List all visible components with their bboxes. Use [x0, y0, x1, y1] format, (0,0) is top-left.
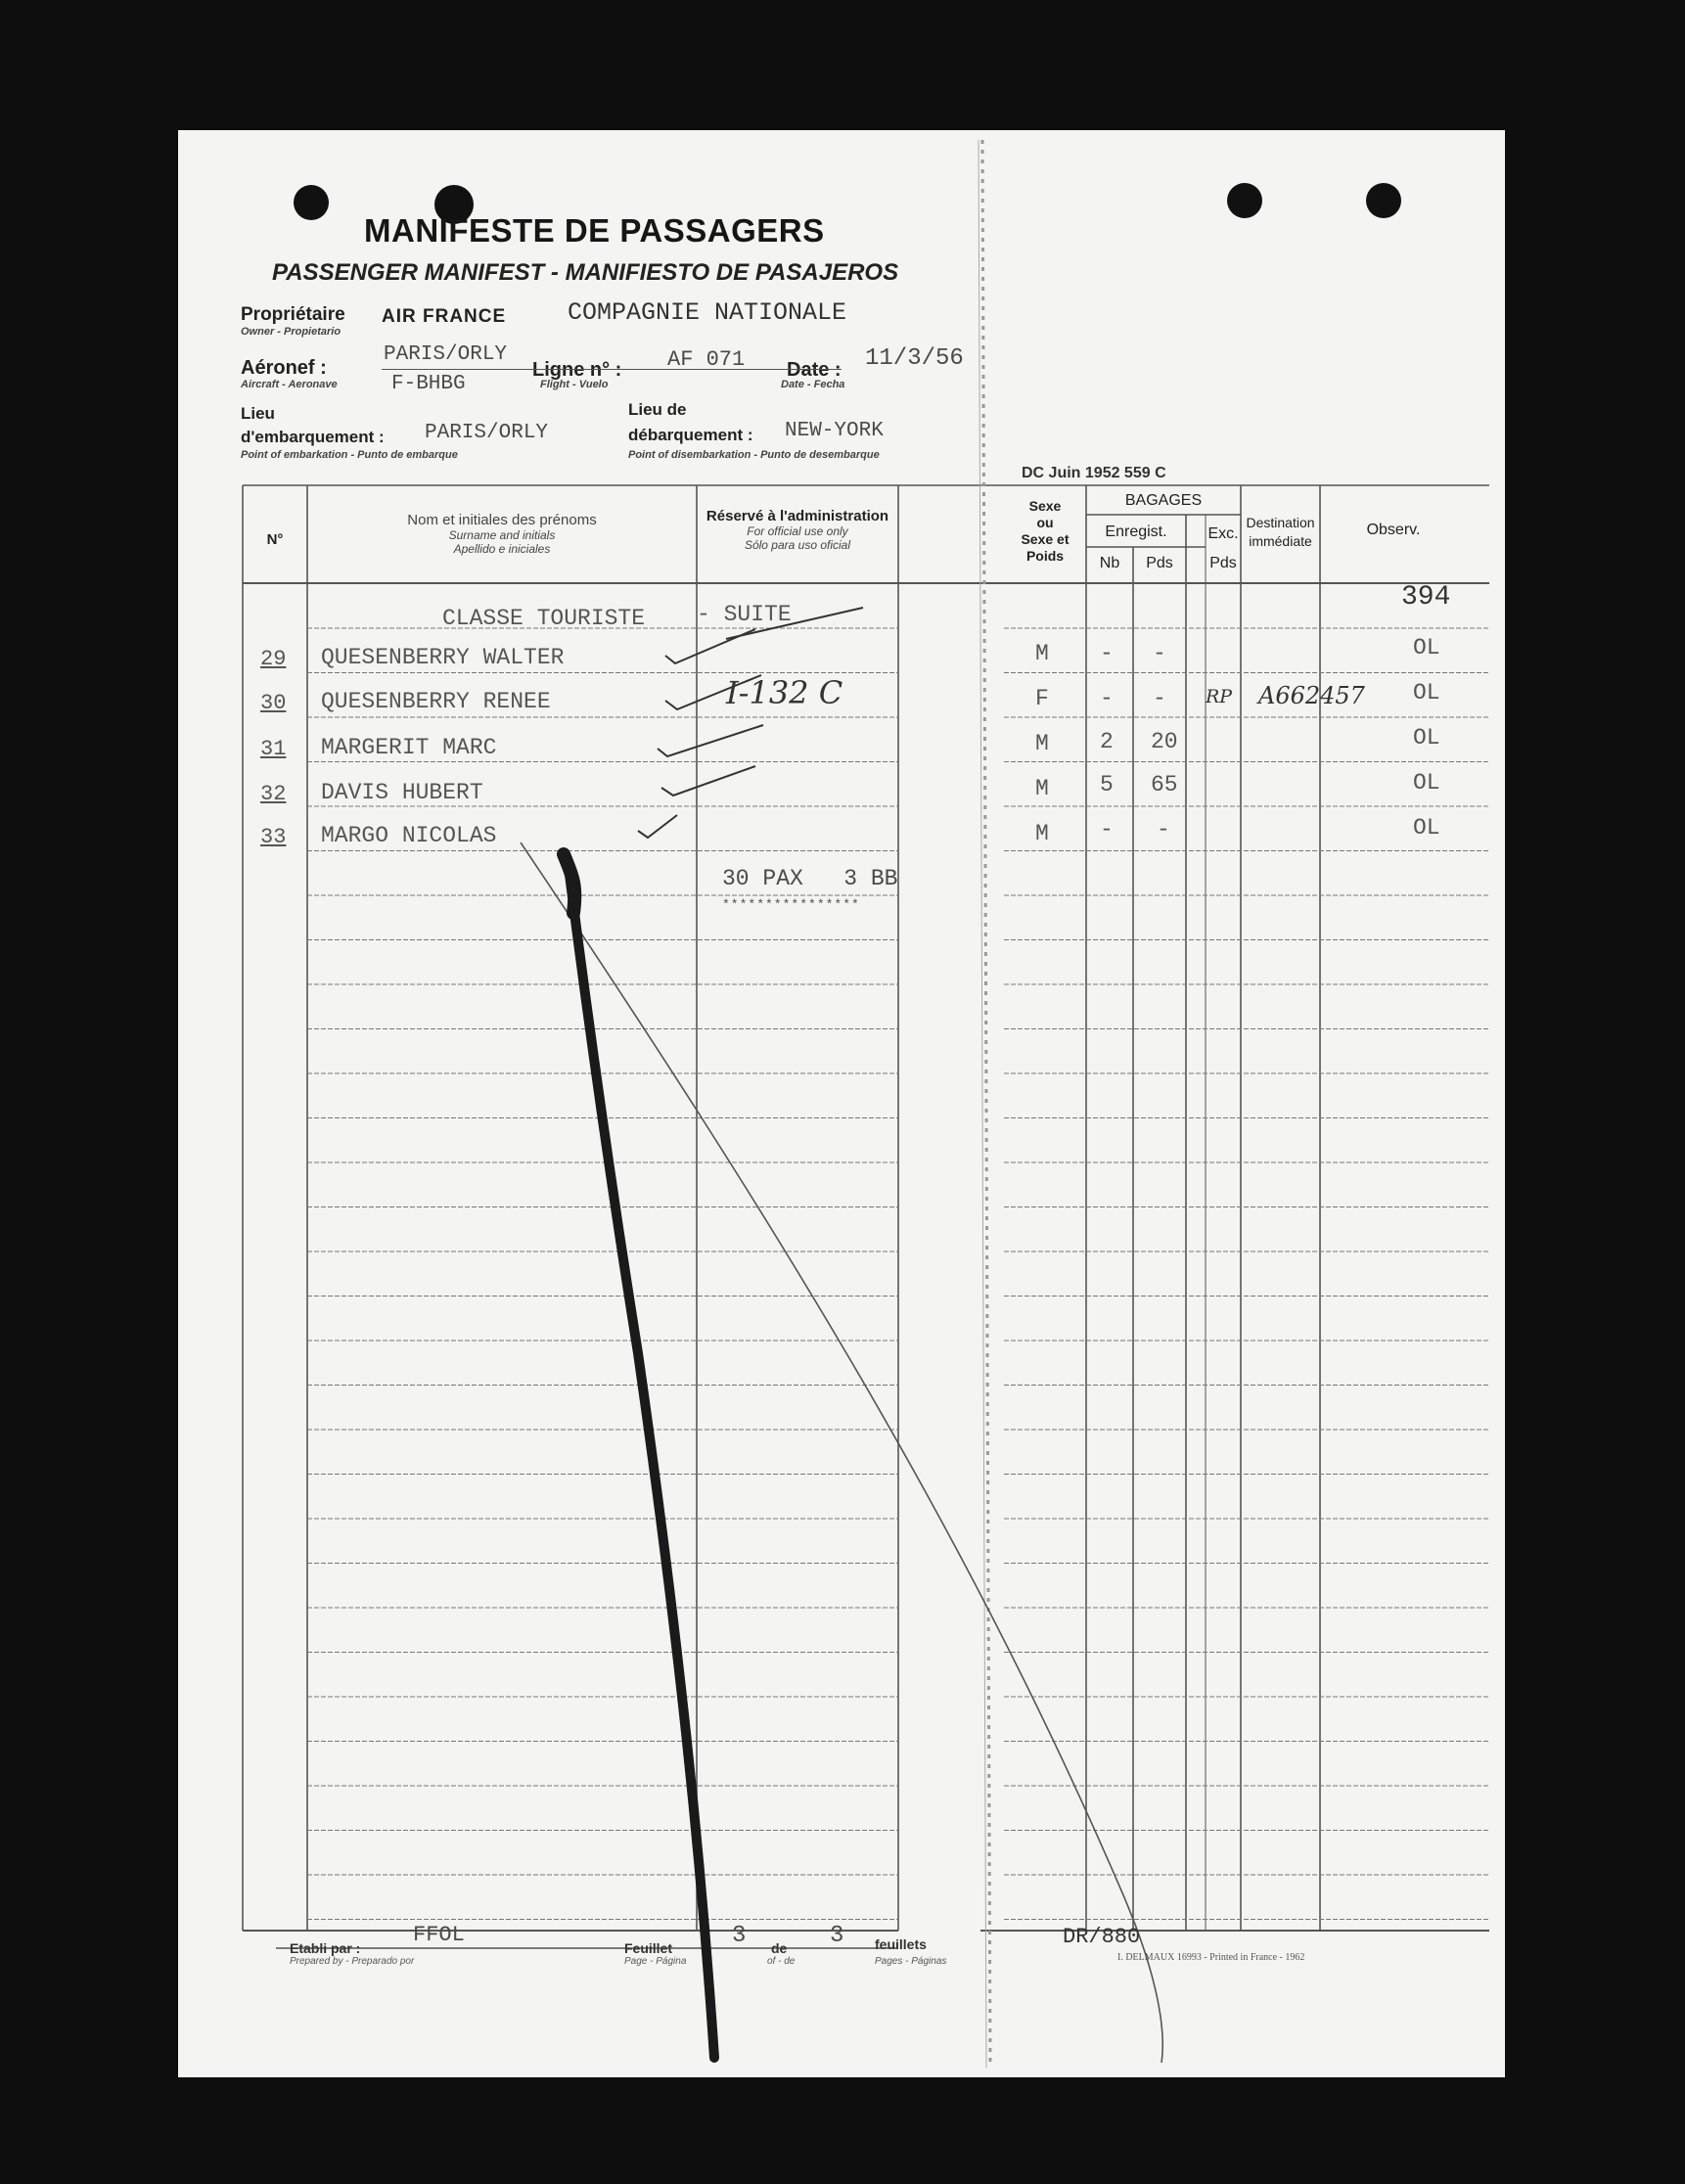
aircraft-sublabel: Aircraft - Aeronave — [241, 379, 338, 390]
baggage-weight: 65 — [1151, 772, 1178, 797]
baggage-weight: - — [1153, 641, 1166, 666]
col-header-sex: Sexe ou Sexe et Poids — [1021, 498, 1070, 564]
observation: OL — [1413, 680, 1440, 705]
pages-label: feuillets — [875, 1936, 927, 1952]
printer-credit: I. DELMAUX 16993 - Printed in France - 1962 — [1117, 1952, 1305, 1963]
aircraft-label: Aéronef : — [241, 357, 327, 379]
baggage-weight: 20 — [1151, 729, 1178, 754]
baggage-count: - — [1100, 686, 1114, 711]
col-header-pds-exc: Pds — [1209, 555, 1237, 571]
col-header-no: N° — [266, 531, 284, 548]
aircraft-value: F-BHBG — [391, 373, 466, 395]
document-subtitle: PASSENGER MANIFEST - MANIFIESTO DE PASAJEROS — [272, 259, 899, 286]
baggage-weight: - — [1153, 686, 1166, 711]
row-number: 30 — [260, 691, 287, 715]
prepared-by-value: FFOL — [413, 1923, 465, 1947]
passenger-sex: M — [1035, 641, 1049, 666]
baggage-weight: - — [1157, 817, 1170, 842]
totals-line: 30 PAX 3 BB — [722, 866, 898, 891]
passenger-sex: M — [1035, 821, 1049, 846]
disembark-label-line1: Lieu de — [628, 400, 687, 419]
passenger-name: DAVIS HUBERT — [321, 780, 483, 805]
disembark-value: NEW-YORK — [785, 420, 884, 442]
passenger-sex: M — [1035, 776, 1049, 801]
handwritten-code: I-132 C — [726, 674, 843, 711]
baggage-count: - — [1100, 641, 1114, 666]
baggage-count: 5 — [1100, 772, 1114, 797]
passenger-sex: F — [1035, 686, 1049, 711]
observation: OL — [1413, 815, 1440, 841]
destination-value: A662457 — [1258, 682, 1365, 709]
col-header-nb: Nb — [1099, 555, 1120, 571]
of-sublabel: of - de — [767, 1956, 796, 1967]
baggage-count: 2 — [1100, 729, 1114, 754]
sheet-value: 3 — [732, 1923, 747, 1949]
observation: OL — [1413, 635, 1440, 660]
embark-label-line1: Lieu — [241, 404, 275, 423]
col-header-observ: Observ. — [1366, 522, 1421, 538]
owner-label: Propriétaire — [241, 304, 345, 325]
document-title: MANIFESTE DE PASSAGERS — [364, 212, 825, 249]
form-ref-dr: DR/880 — [1063, 1925, 1141, 1949]
class-row-observ: 394 — [1401, 582, 1451, 613]
col-header-bagages: BAGAGES — [1124, 492, 1203, 509]
owner-sublabel: Owner - Propietario — [241, 326, 342, 338]
line-sublabel: Flight - Vuelo — [540, 379, 609, 390]
passenger-name: MARGERIT MARC — [321, 735, 497, 760]
prepared-by-label: Etabli par : — [290, 1940, 361, 1956]
observation: OL — [1413, 770, 1440, 796]
passenger-name: QUESENBERRY WALTER — [321, 645, 565, 670]
embark-sublabel: Point of embarkation - Punto de embarque — [241, 449, 458, 461]
row-number: 32 — [260, 782, 287, 806]
excess-code: RP — [1206, 686, 1233, 707]
class-row-suite: - SUITE — [697, 602, 792, 627]
row-number: 31 — [260, 737, 287, 761]
of-label: de — [771, 1940, 788, 1956]
disembark-label-line2: débarquement : — [628, 426, 753, 444]
row-number: 29 — [260, 647, 287, 671]
sheet-sublabel: Page - Página — [624, 1956, 687, 1967]
aircraft-top-value: PARIS/ORLY — [384, 343, 508, 366]
owner-value: AIR FRANCE — [382, 306, 507, 327]
col-header-exc: Exc. — [1207, 525, 1239, 542]
col-header-destination: Destination immédiate — [1246, 515, 1315, 549]
date-value: 11/3/56 — [865, 345, 964, 372]
pages-sublabel: Pages - Páginas — [875, 1956, 947, 1967]
disembark-sublabel: Point of disembarkation - Punto de desembarque — [628, 449, 880, 461]
form-reference: DC Juin 1952 559 C — [1022, 465, 1166, 481]
embark-label-line2: d'embarquement : — [241, 428, 385, 446]
col-header-reserved: Réservé à l'administration For official use only Sólo para uso oficial — [706, 508, 889, 552]
manifest-sheet — [178, 130, 1505, 2077]
passenger-name: MARGO NICOLAS — [321, 823, 497, 848]
company-name: COMPAGNIE NATIONALE — [568, 298, 847, 327]
embark-value: PARIS/ORLY — [425, 422, 549, 444]
observation: OL — [1413, 725, 1440, 751]
col-header-enregist: Enregist. — [1105, 523, 1167, 540]
line-value: AF 071 — [667, 347, 746, 372]
date-sublabel: Date - Fecha — [781, 379, 845, 390]
passenger-sex: M — [1035, 731, 1049, 756]
passenger-name: QUESENBERRY RENEE — [321, 689, 551, 714]
form-grid — [178, 130, 1505, 2077]
row-number: 33 — [260, 825, 287, 849]
col-header-name: Nom et initiales des prénoms Surname and initials Apellido e iniciales — [407, 512, 597, 556]
line-label: Ligne n° : — [532, 359, 622, 381]
of-value: 3 — [830, 1923, 844, 1949]
stars-line: **************** — [722, 897, 860, 912]
class-row-label: CLASSE TOURISTE — [442, 606, 646, 631]
date-label: Date : — [787, 359, 842, 381]
sheet-label: Feuillet — [624, 1940, 673, 1956]
baggage-count: - — [1100, 817, 1114, 842]
prepared-by-sublabel: Prepared by - Preparado por — [290, 1956, 415, 1967]
col-header-pds: Pds — [1146, 555, 1173, 571]
